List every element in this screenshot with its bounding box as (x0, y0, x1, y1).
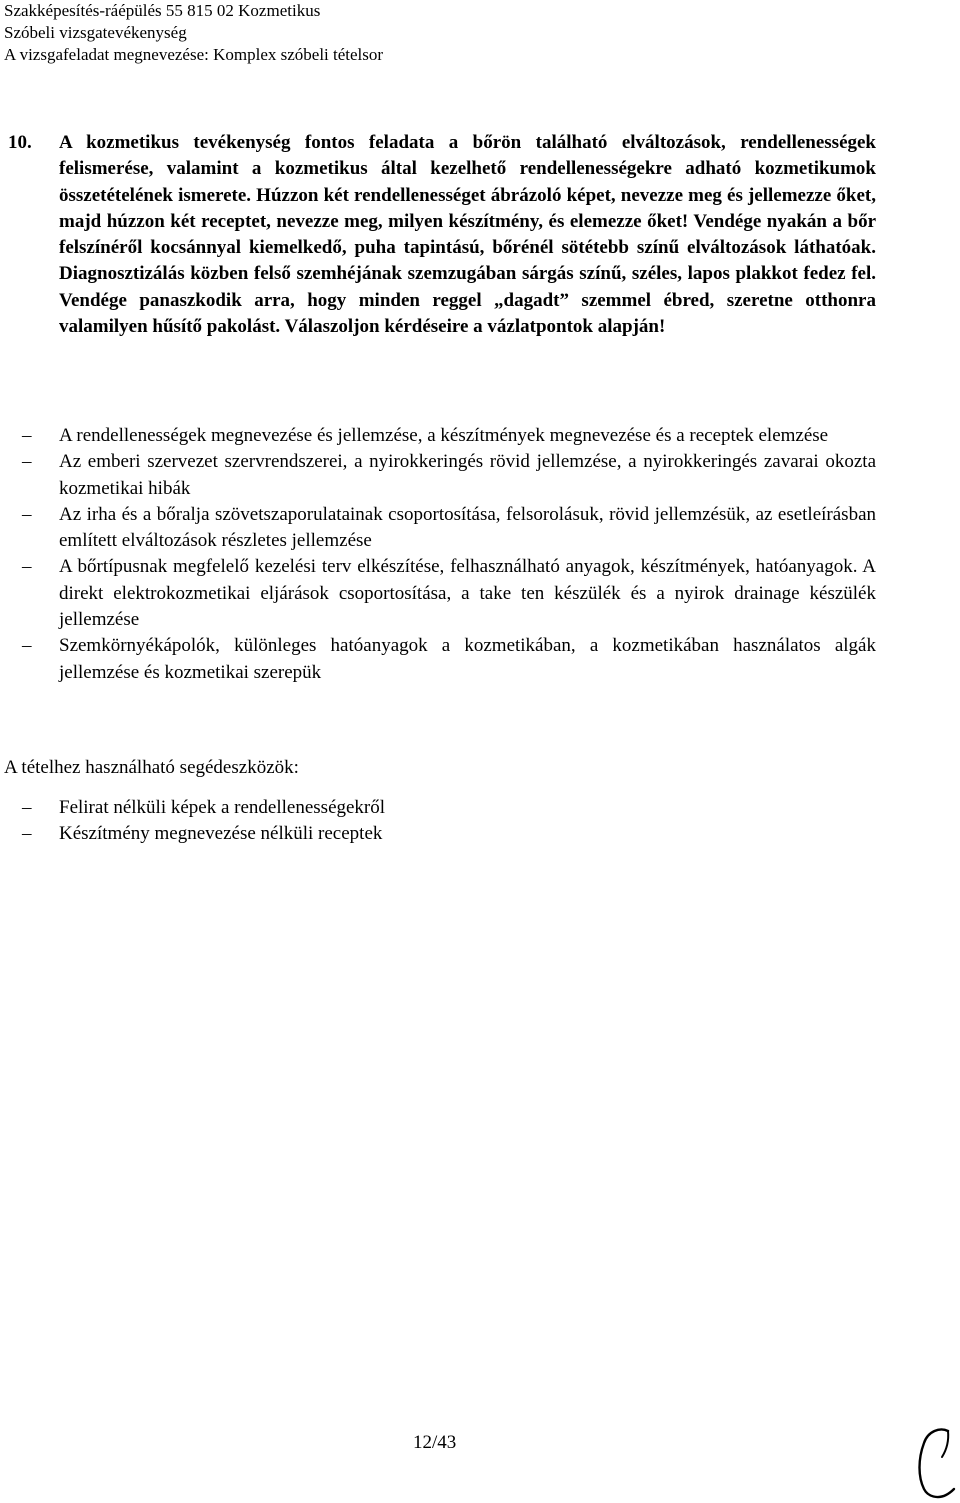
task-number: 10. (8, 132, 32, 153)
document-header (4, 0, 383, 66)
outline-list (22, 423, 876, 686)
dash-bullet-icon: – (22, 503, 32, 525)
aids-list (22, 795, 876, 848)
outline-item (22, 554, 876, 633)
outline-item-text: Az emberi szervezet szervrendszerei, a nyirokkeringés rövid jellemzése, a nyirokkeringés zavarai okozta kozmetikai hibák (59, 451, 876, 499)
outline-item (22, 633, 876, 686)
aids-item (22, 821, 876, 847)
aids-title: A tételhez használható segédeszközök: (4, 757, 299, 778)
outline-item (22, 423, 876, 449)
header-task-name: A vizsgafeladat megnevezése: Komplex szóbeli tételsor (4, 45, 384, 64)
outline-item-text: Az irha és a bőralja szövetszaporulatainak csoportosítása, felsorolásuk, rövid jellemzésük, az esetleírásban említett elváltozások részletes jellemzése (59, 503, 876, 552)
dash-bullet-icon: – (22, 797, 32, 818)
header-exam-activity: Szóbeli vizsgatevékenység (4, 23, 187, 42)
dash-bullet-icon: – (22, 425, 32, 446)
task-text: A kozmetikus tevékenység fontos feladata a bőrön található elváltozások, rendellenességek felismerése, valamint a kozmetikus által kezelhető rendellenességekre adható kozmetikumok összetételének ismerete. Húzzon két rendellenességet ábrázoló képet, nevezze meg és jellemezze őket, majd húzzon két receptet, nevezze meg, milyen készítmény, és elemezze őket! Vendége nyakán a bőr felszínéről kocsánnyal kiemelkedő, puha tapintású, bőrénél sötétebb színű elváltozások láthatóak. Diagnosztizálás közben felső szemhéjának szemzugában sárgás színű, széles, lapos plakkot fedez fel. Vendége panaszkodik arra, hogy minden reggel „dagadt” szemmel ébred, szeretne otthonra valamilyen hűsítő pakolást. Válaszoljon kérdéseire a vázlatpontok alapján! (59, 132, 876, 338)
dash-bullet-icon: – (22, 451, 32, 473)
dash-bullet-icon: – (22, 556, 32, 578)
header-qualification: Szakképesítés-ráépülés 55 815 02 Kozmetikus (4, 1, 321, 20)
dash-bullet-icon: – (22, 635, 32, 657)
aids-item (22, 795, 876, 821)
dash-bullet-icon: – (22, 823, 32, 845)
aids-item-text: Felirat nélküli képek a rendellenességekről (59, 797, 386, 818)
outline-item (22, 502, 876, 555)
aids-item-text: Készítmény megnevezése nélküli receptek (59, 823, 383, 845)
page-number: 12/43 (413, 1432, 457, 1453)
outline-item (22, 449, 876, 502)
outline-item-text: A bőrtípusnak megfelelő kezelési terv elkészítése, felhasználható anyagok, készítmények, hatóanyagok. A direkt elektrokozmetikai eljárások csoportosítása, a take ten készülék és a nyirok drainage készülék jellemzése (59, 556, 876, 631)
signature-icon (912, 1425, 958, 1501)
outline-item-text: Szemkörnyékápolók, különleges hatóanyagok a kozmetikában, a kozmetikában használatos algák jellemzése és kozmetikai szerepük (59, 635, 876, 683)
outline-item-text: A rendellenességek megnevezése és jellemzése, a készítmények megnevezése és a receptek elemzése (59, 425, 829, 446)
task-description (8, 130, 876, 340)
